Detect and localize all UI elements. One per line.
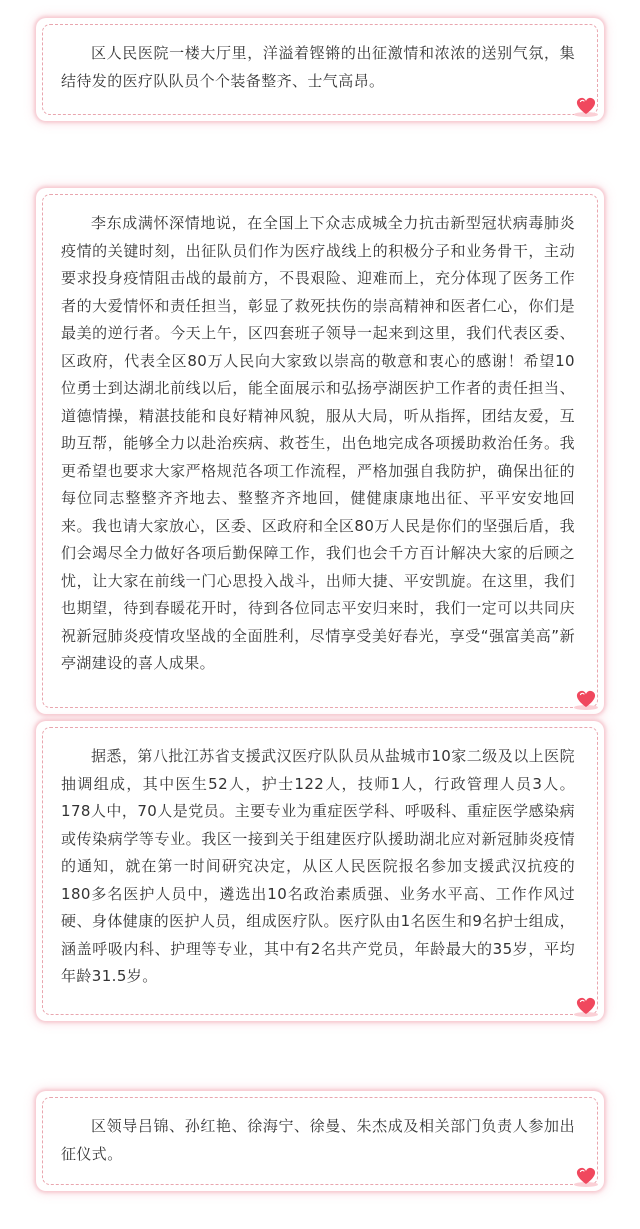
paragraph-card: [36, 1091, 604, 1191]
paragraph-text: 李东成满怀深情地说，在全国上下众志成城全力抗击新型冠状病毒肺炎疫情的关键时刻，出征队员们作为医疗战线上的积极分子和业务骨干，主动要求投身疫情阻击战的最前方，不畏艰险、迎难而上，充分体现了医务工作者的大爱情怀和责任担当，彰显了救死扶伤的崇高精神和医者仁心，你们是最美的逆行者。今天上午，区四套班子领导一起来到这里，我们代表区委、区政府，代表全区80万人民向大家致以崇高的敬意和衷心的感谢！希望10位勇士到达湖北前线以后，能全面展示和弘扬亭湖医护工作者的责任担当、道德情操，精湛技能和良好精神风貌，服从大局，听从指挥，团结友爱，互助互帮，能够全力以赴治疾病、救苍生，出色地完成各项援助救治任务。我更希望也要求大家严格规范各项工作流程，严格加强自我防护，确保出征的每位同志整整齐齐地去、整整齐齐地回，健健康康地出征、平平安安地回来。我也请大家放心，区委、区政府和全区80万人民是你们的坚强后盾，我们会竭尽全力做好各项后勤保障工作，我们也会千方百计解决大家的后顾之忧，让大家在前线一门心思投入战斗，出师大捷、平安凯旋。在这里，我们也期望，待到春暖花开时，待到各位同志平安归来时，我们一定可以共同庆祝新冠肺炎疫情攻坚战的全面胜利，尽情享受美好春光，享受“强富美高”新亭湖建设的喜人成果。: [61, 214, 575, 672]
paragraph-text: 区人民医院一楼大厅里，洋溢着铿锵的出征激情和浓浓的送别气氛，集结待发的医疗队队员个个装备整齐、士气高昂。: [61, 44, 575, 90]
heart-icon: [572, 687, 600, 711]
card-dashed-border: [42, 727, 598, 1015]
paragraph-card: [36, 721, 604, 1021]
card-dashed-border: [42, 24, 598, 115]
card-dashed-border: [42, 194, 598, 708]
heart-icon: [572, 994, 600, 1018]
heart-icon: [572, 1164, 600, 1188]
card-dashed-border: [42, 1097, 598, 1185]
paragraph-card: [36, 18, 604, 121]
paragraph-text: 据悉，第八批江苏省支援武汉医疗队队员从盐城市10家二级及以上医院抽调组成，其中医生52人，护士122人，技师1人，行政管理人员3人。178人中，70人是党员。主要专业为重症医学科、呼吸科、重症医学感染病或传染病学等专业。我区一接到关于组建医疗队援助湖北应对新冠肺炎疫情的通知，就在第一时间研究决定，从区人民医院报名参加支援武汉抗疫的180多名医护人员中，遴选出10名政治素质强、业务水平高、工作作风过硬、身体健康的医护人员，组成医疗队。医疗队由1名医生和9名护士组成，涵盖呼吸内科、护理等专业，其中有2名共产党员，年龄最大的35岁，平均年龄31.5岁。: [61, 747, 575, 985]
paragraph-text: 区领导吕锦、孙红艳、徐海宁、徐曼、朱杰成及相关部门负责人参加出征仪式。: [61, 1117, 575, 1163]
paragraph-card: [36, 188, 604, 714]
heart-icon: [572, 94, 600, 118]
